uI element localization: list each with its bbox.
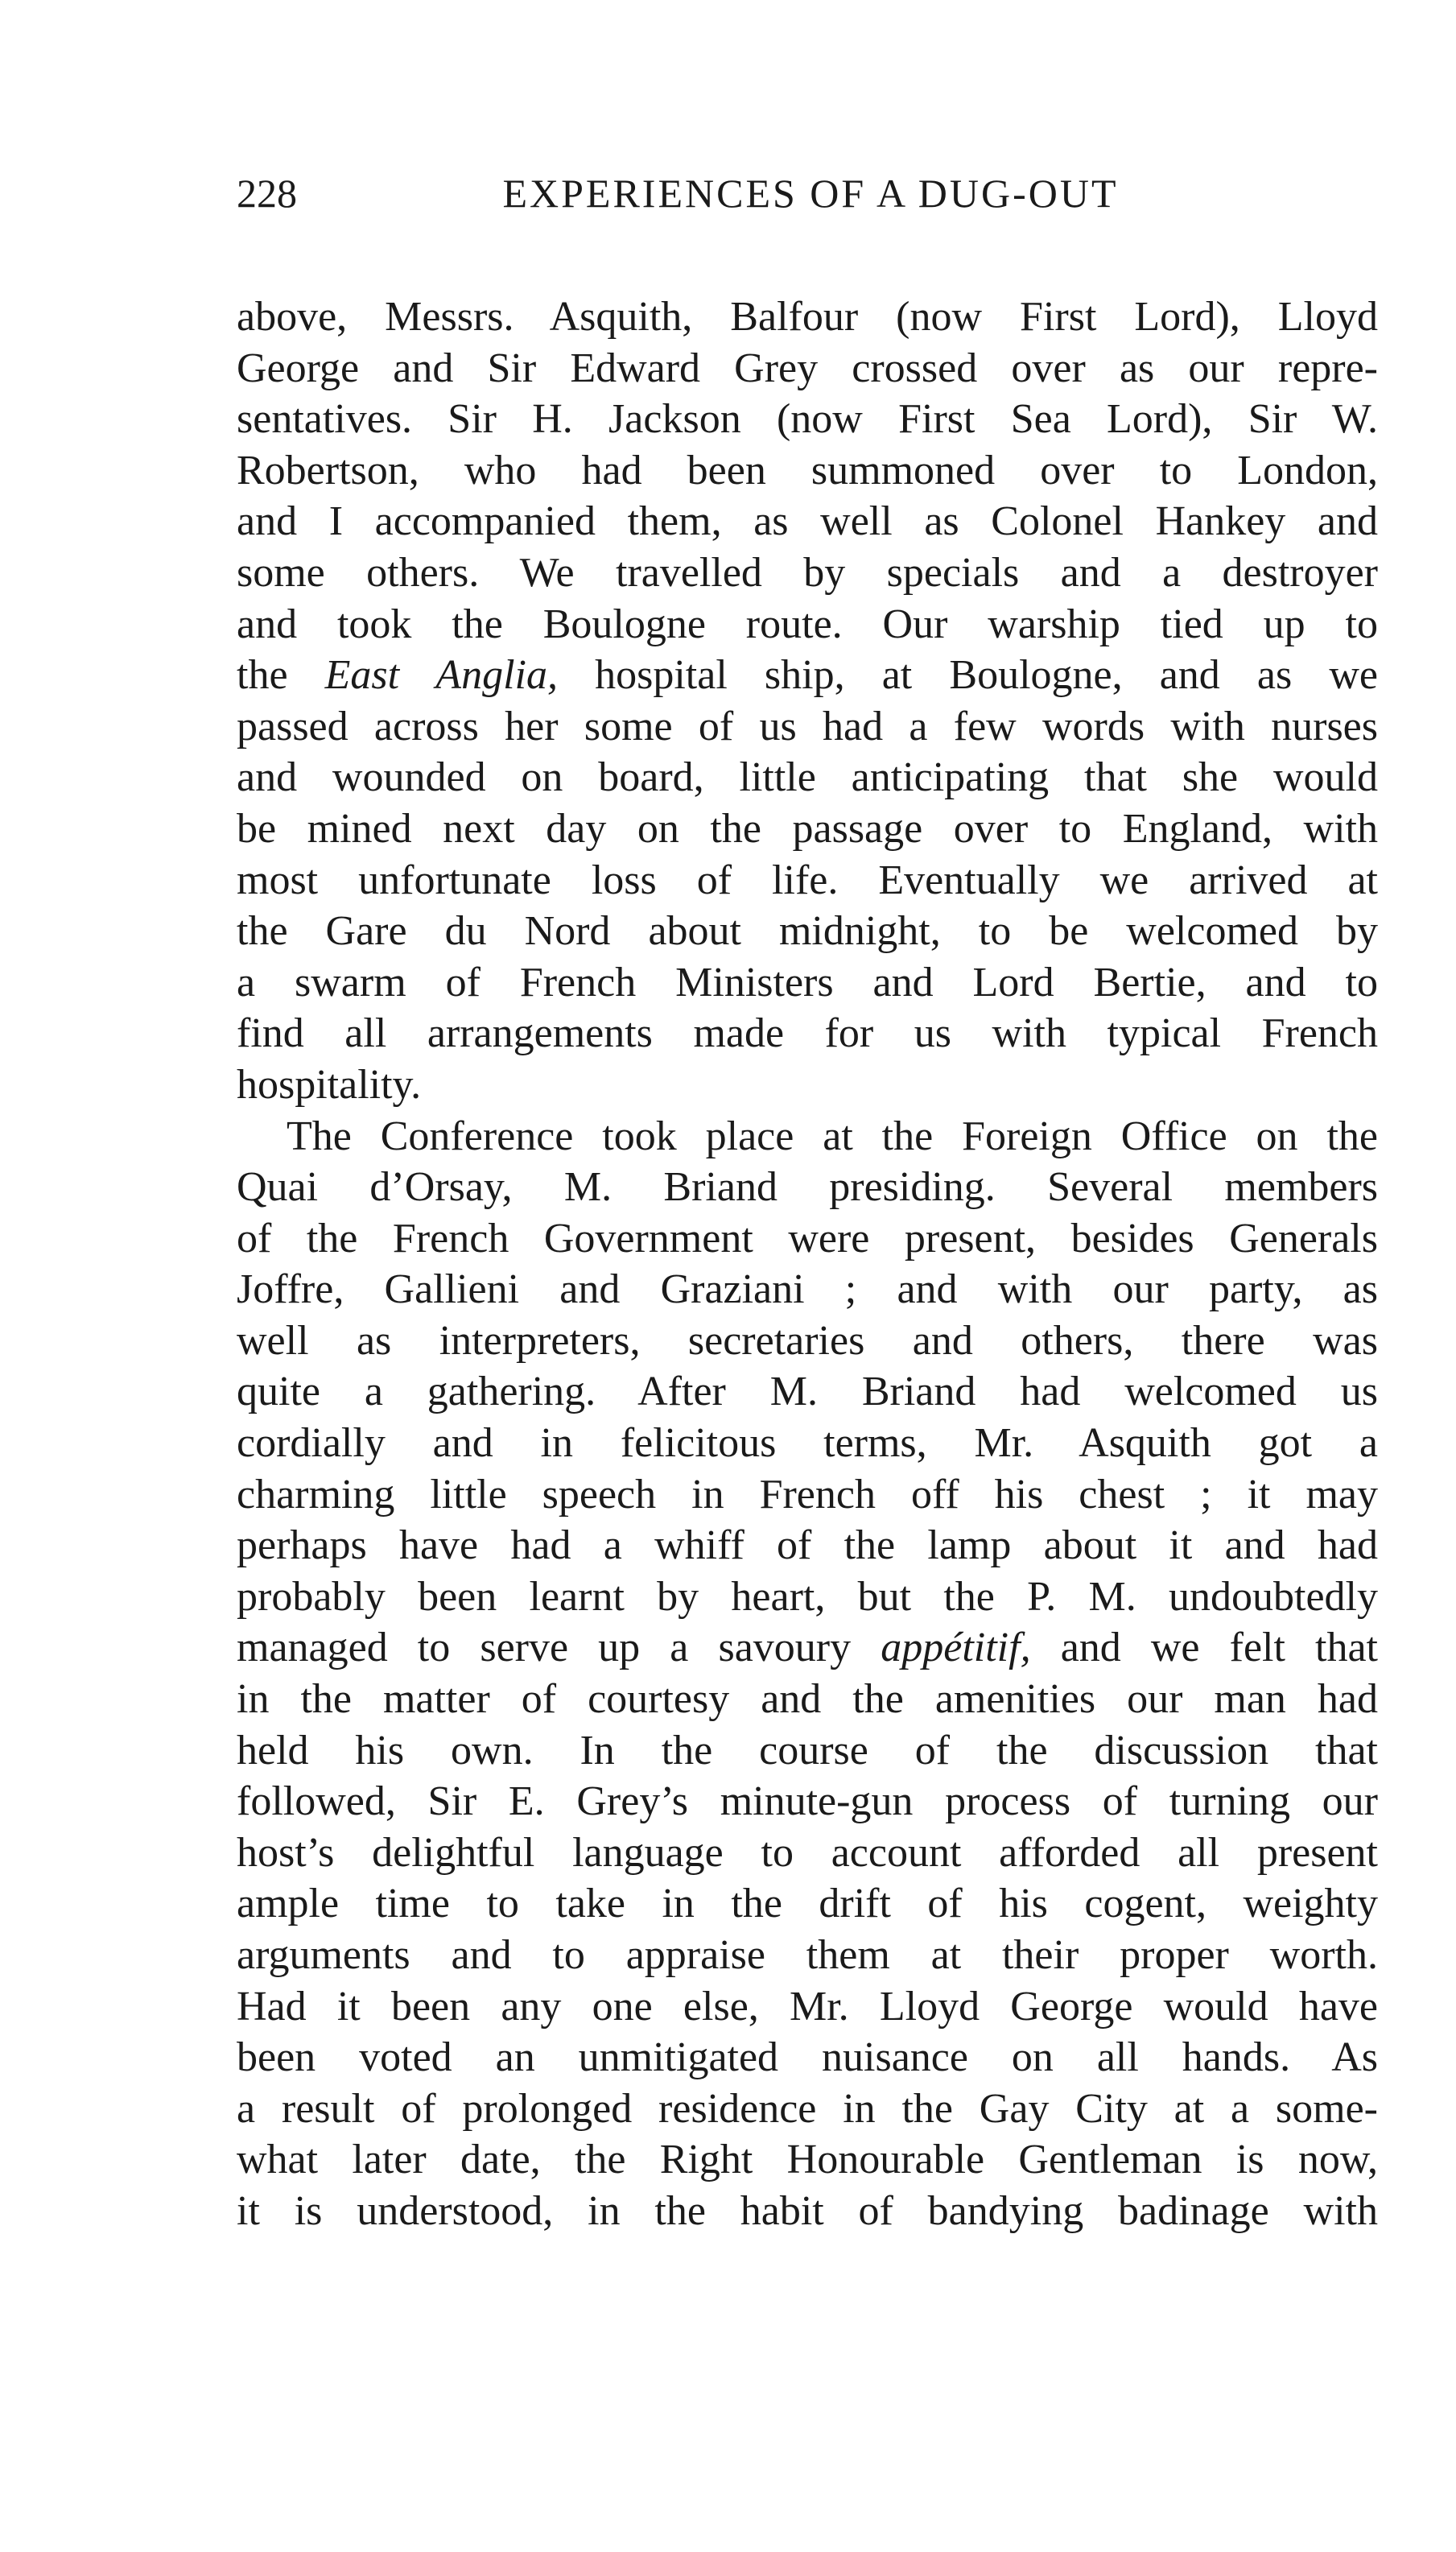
text-line (237, 1008, 1378, 1059)
text-segment: a swarm of French Ministers and Lord Bertie, and to (237, 959, 1378, 1006)
text-segment: held his own. In the course of the discussion that (237, 1727, 1378, 1774)
text-segment: followed, Sir E. Grey’s minute-gun process of turning our (237, 1778, 1378, 1825)
text-segment: what later date, the Right Honourable Gentleman is now, (237, 2137, 1378, 2183)
text-line (237, 445, 1378, 497)
text-line (237, 1213, 1378, 1265)
text-line (237, 2083, 1378, 2135)
text-line (237, 1469, 1378, 1521)
text-line (237, 1264, 1378, 1315)
text-line (237, 906, 1378, 957)
text-segment: Quai d’Orsay, M. Briand presiding. Several members (237, 1164, 1378, 1211)
text-line (237, 1622, 1378, 1674)
text-line (237, 1418, 1378, 1469)
text-segment: host’s delightful language to account afforded all present (237, 1829, 1378, 1876)
text-segment: managed to serve up a savoury (237, 1625, 881, 1671)
paragraph (237, 291, 1378, 1111)
text-segment: in the matter of courtesy and the amenities our man had (237, 1676, 1378, 1723)
text-segment: hospitality. (237, 1061, 422, 1108)
text-segment: Robertson, who had been summoned over to London, (237, 447, 1378, 493)
text-segment: well as interpreters, secretaries and others, there was (237, 1317, 1378, 1364)
text-segment: and I accompanied them, as well as Colonel Hankey and (237, 498, 1378, 545)
text-segment: passed across her some of us had a few words with nurses (237, 703, 1378, 749)
text-segment: above, Messrs. Asquith, Balfour (now First Lord), Lloyd (237, 294, 1378, 340)
paragraph (237, 1111, 1378, 2237)
text-line (237, 1827, 1378, 1879)
text-segment: and took the Boulogne route. Our warship tied up to (237, 601, 1378, 647)
text-line (237, 1162, 1378, 1213)
page-number: 228 (237, 171, 297, 216)
text-line (237, 1776, 1378, 1827)
text-segment: ample time to take in the drift of his cogent, weighty (237, 1881, 1378, 1927)
text-segment: cordially and in felicitous terms, Mr. Asquith got a (237, 1420, 1378, 1467)
text-segment: of the French Government were present, besides Generals (237, 1215, 1378, 1262)
text-segment: quite a gathering. After M. Briand had welcomed us (237, 1369, 1378, 1415)
text-line (237, 394, 1378, 445)
text-line (237, 1111, 1378, 1162)
text-segment: probably been learnt by heart, but the P. M. undoubtedly (237, 1573, 1378, 1620)
text-line (237, 701, 1378, 753)
italic-text: East Anglia, (324, 652, 558, 699)
text-line (237, 957, 1378, 1009)
text-line (237, 343, 1378, 394)
text-segment: arguments and to appraise them at their proper worth. (237, 1932, 1378, 1978)
text-segment: Had it been any one else, Mr. Lloyd George would have (237, 1983, 1378, 2030)
text-segment: and we felt that (1030, 1625, 1379, 1671)
text-segment: sentatives. Sir H. Jackson (now First Sea Lord), Sir W. (237, 396, 1378, 443)
text-segment: it is understood, in the habit of bandying badinage with (237, 2187, 1378, 2234)
page-body (237, 291, 1378, 2237)
text-line (237, 1725, 1378, 1777)
text-segment: some others. We travelled by specials and a destroyer (237, 549, 1378, 596)
text-line (237, 1930, 1378, 1981)
text-line (237, 2134, 1378, 2186)
text-line (237, 1059, 1378, 1111)
text-line (237, 599, 1378, 650)
text-segment: been voted an unmitigated nuisance on all hands. As (237, 2034, 1378, 2081)
text-segment: The Conference took place at the Foreign Office on the (287, 1113, 1378, 1159)
text-line (237, 547, 1378, 599)
text-segment: George and Sir Edward Grey crossed over as our repre- (237, 345, 1378, 391)
text-line (237, 2032, 1378, 2083)
text-line (237, 1520, 1378, 1571)
text-line (237, 1878, 1378, 1930)
text-line (237, 650, 1378, 701)
text-line (237, 803, 1378, 855)
text-segment: perhaps have had a whiff of the lamp about it and had (237, 1522, 1378, 1569)
text-line (237, 752, 1378, 803)
text-line (237, 1981, 1378, 2033)
text-segment: the Gare du Nord about midnight, to be welcomed by (237, 908, 1378, 955)
text-line (237, 1366, 1378, 1418)
text-line (237, 855, 1378, 906)
text-segment: the (237, 652, 325, 699)
text-segment: charming little speech in French off his chest ; it may (237, 1471, 1378, 1518)
text-segment: Joffre, Gallieni and Graziani ; and with our party, as (237, 1266, 1378, 1313)
running-title: EXPERIENCES OF A DUG-OUT (502, 171, 1119, 216)
text-line (237, 496, 1378, 547)
text-segment: most unfortunate loss of life. Eventually we arrived at (237, 857, 1378, 903)
text-line (237, 291, 1378, 343)
text-segment: find all arrangements made for us with typical French (237, 1010, 1378, 1057)
italic-text: appétitif, (881, 1625, 1031, 1671)
text-segment: hospital ship, at Boulogne, and as we (557, 652, 1379, 699)
text-line (237, 1571, 1378, 1623)
text-line (237, 1674, 1378, 1725)
text-line (237, 1315, 1378, 1367)
text-segment: a result of prolonged residence in the Gay City at a some- (237, 2085, 1378, 2132)
text-segment: and wounded on board, little anticipating that she would (237, 754, 1378, 801)
text-segment: be mined next day on the passage over to England, with (237, 805, 1378, 852)
text-line (237, 2186, 1378, 2237)
